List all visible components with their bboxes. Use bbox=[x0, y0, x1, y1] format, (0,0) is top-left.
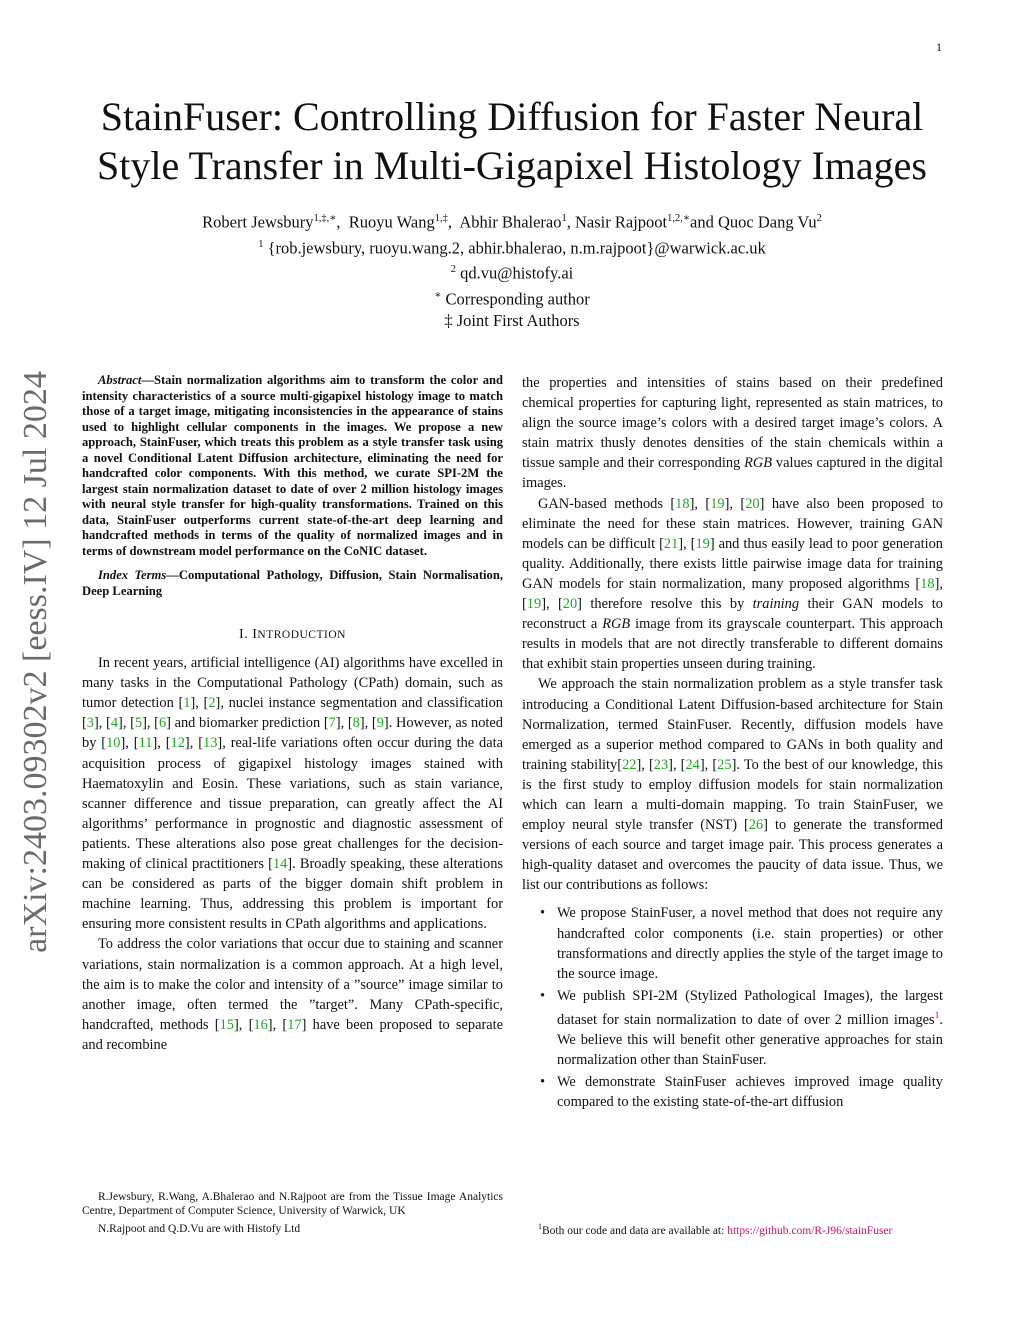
arxiv-identifier: arXiv:2403.09302v2 [eess.IV] 12 Jul 2024 bbox=[17, 371, 54, 953]
author-name: Robert Jewsbury bbox=[202, 212, 314, 232]
affil-mark: ∗ bbox=[434, 289, 442, 301]
text-run: We approach the stain normalization problem as a style transfer task introducing a Conditional Latent Diffusion-based architecture for Stain Normalization, termed StainFuser. Recently, diffusion models have emerged as a superior method compared to GANs in both quality and training stability bbox=[522, 676, 943, 773]
arxiv-sidebar bbox=[6, 362, 66, 962]
corresponding-author bbox=[40, 285, 984, 311]
citation-link[interactable]: 3 bbox=[86, 715, 94, 732]
index-terms-label: Index Terms bbox=[98, 568, 167, 582]
section-rest: NTRODUCTION bbox=[257, 629, 346, 641]
citation-link[interactable]: 5 bbox=[134, 715, 143, 732]
text-run: their GAN models to reconstruct a bbox=[522, 596, 944, 633]
index-terms-text: —Computational Pathology, Diffusion, Stain Normalisation, Deep Learning bbox=[82, 568, 503, 598]
abstract bbox=[82, 373, 503, 559]
author-name: and Quoc Dang Vu bbox=[690, 212, 817, 232]
text-run: have been proposed to separate and recombine bbox=[82, 1016, 504, 1053]
footnote-mark: 1 bbox=[538, 1222, 542, 1231]
author-list: Robert Jewsbury$^{1,\ddagger,∗}$, Ruoyu Wang$^{1,\ddagger}$, Abhir Bhalerao$^1$, Nasir Rajpoot$^{1,2,∗}$and Quoc Dang Vu$^2$ bbox=[202, 212, 822, 232]
citation-link[interactable]: 12 bbox=[170, 735, 185, 752]
list-item: • We demonstrate StainFuser achieves improved image quality compared to the existing state-of-the-art diffusion bbox=[522, 1072, 943, 1112]
text-run: to generate the transformed versions of each source and target image pair. This process generates a high-quality dataset and overcomes the paucity of data issue. Thus, we list our contributions as follows: bbox=[522, 817, 943, 894]
citation-link[interactable]: 18 bbox=[920, 575, 935, 592]
citation-link[interactable]: 19 bbox=[695, 535, 710, 552]
citation-link[interactable]: 10 bbox=[106, 735, 121, 752]
joint-first-authors: ‡ Joint First Authors bbox=[444, 311, 580, 330]
intro-paragraph-1: In recent years, artificial intelligence (AI) algorithms have excelled in many tasks in the Computational Pathology (CPath) domain, such as tumor detection [1], [2], nuclei instance segmentation and classification [3], [4], [5], [6] and biomarker prediction [7], [8], [9]. However, as noted by [10], [11], [12], [13], real-life variations often occur during the data acquisition process of gigapixel histology images stained with Haematoxylin and Eosin. These variations, such as stain variance, scanner difference and tissue preparation, can greatly affect the AI algorithms’ performance in prognostic and diagnostic assessment of patients. These alterations also pose great challenges for the decision-making of clinical practitioners [14]. Broadly speaking, these alterations can be considered as parts of the bigger domain shift problem in machine learning. Thus, addressing this problem is important for ensuring more consistent results in CPath algorithms and applications. bbox=[82, 655, 504, 933]
footnote-code-availability bbox=[522, 1220, 943, 1238]
text-run: therefore resolve this by bbox=[581, 596, 753, 613]
author-block bbox=[40, 208, 984, 332]
section-heading-introduction bbox=[82, 625, 503, 645]
citation-link[interactable]: 2 bbox=[208, 695, 216, 712]
text-run: In recent years, artificial intelligence (AI) algorithms have excelled in many tasks in the Computational Pathology (CPath) domain, such as tumor detection bbox=[82, 655, 503, 712]
intro-paragraph-2: To address the color variations that occur due to staining and scanner variations, stain normalization is a common approach. At a high level, the aim is to make the color and intensity of a ”source” image similar to another image, often termed the ”target”. Many CPath-specific, handcrafted, methods [15], [16], [17] have been proposed to separate and recombine bbox=[82, 936, 504, 1053]
right-paragraph-3: We approach the stain normalization problem as a style transfer task introducing a Conditional Latent Diffusion-based architecture for Stain Normalization, termed StainFuser. Recently, diffusion models have emerged as a superior method compared to GANs in both quality and training stability[22], [23], [24], [25]. To the best of our knowledge, this is the first study to employ diffusion models for stain normalization which can learn a multi-domain mapping. To train StainFuser, we employ neural style transfer (NST) [26] to generate the transformed versions of each source and target image pair. This process generates a high-quality dataset and overcomes the paucity of data issue. Thus, we list our contributions as follows: bbox=[522, 676, 944, 894]
author-affil-mark: 1,2,∗ bbox=[667, 213, 691, 224]
footnote-text: Both our code and data are available at: bbox=[542, 1224, 728, 1237]
text-run: . We believe this will benefit other generative approaches for stain normalization other than StainFuser. bbox=[557, 1011, 943, 1068]
citation-link[interactable]: 23 bbox=[653, 756, 669, 773]
footnote-affiliations bbox=[82, 1190, 503, 1236]
author-name: Abhir Bhalerao bbox=[459, 212, 562, 232]
citation-link[interactable]: 17 bbox=[287, 1016, 302, 1033]
text-run: image from its grayscale counterpart. This approach results in models that are not directly transferable to different domains that exhibit stain properties unseen during training. bbox=[522, 616, 943, 673]
author-affil-mark: 1 bbox=[561, 213, 567, 224]
affiliation-1 bbox=[40, 234, 984, 260]
citation-link[interactable]: 13 bbox=[203, 735, 218, 752]
text-run: , real-life variations often occur during the data acquisition process of gigapixel histology images stained with Haematoxylin and Eosin. These variations, such as stain variance, scanner difference and tissue preparation, can greatly affect the AI algorithms’ performance in prognostic and diagnostic assessment of patients. These alterations also pose great challenges for the decision-making of clinical practitioners bbox=[82, 735, 504, 873]
text-run: , nuclei instance segmentation and classification bbox=[220, 695, 503, 712]
text-run: and thus easily lead to poor generation quality. Additionally, there exists little pairwise image data for training GAN models for stain normalization, many proposed algorithms bbox=[522, 535, 944, 592]
text-run: We publish SPI-2M (Stylized Pathological Images), the largest dataset for stain normalization to date of over 2 million images bbox=[557, 987, 943, 1028]
affil-mark: 2 bbox=[450, 264, 456, 275]
title-line-1: StainFuser: Controlling Diffusion for Faster Neural bbox=[100, 94, 924, 139]
author-affil-mark: 2 bbox=[816, 213, 822, 224]
citation-link[interactable]: 1 bbox=[183, 695, 191, 712]
index-terms bbox=[82, 568, 503, 599]
citation-link[interactable]: 9 bbox=[376, 715, 384, 732]
footnote-reference-link[interactable]: 1 bbox=[934, 1010, 940, 1021]
author-affil-mark: 1,‡ bbox=[434, 213, 448, 224]
section-numeral: I. bbox=[239, 627, 249, 642]
footnote-text: R.Jewsbury, R.Wang, A.Bhalerao and N.Rajpoot are from the Tissue Image Analytics Centre, Department of Computer Science, University of Warwick, UK bbox=[82, 1191, 503, 1217]
text-emphasis: training bbox=[752, 596, 800, 613]
citation-link[interactable]: 8 bbox=[352, 715, 360, 732]
citation-link[interactable]: 26 bbox=[748, 817, 764, 834]
citation-link[interactable]: 11 bbox=[138, 735, 153, 752]
text-run: have also been proposed to eliminate the need for these stain matrices. However, training GAN models can be difficult bbox=[522, 495, 944, 552]
text-run: GAN-based methods bbox=[538, 495, 671, 512]
right-paragraph-1 bbox=[522, 373, 943, 494]
page-number: 1 bbox=[936, 40, 942, 54]
text-emphasis: RGB bbox=[602, 616, 631, 633]
citation-link[interactable]: 14 bbox=[272, 856, 288, 873]
citation-link[interactable]: 4 bbox=[110, 715, 119, 732]
affiliation-2 bbox=[40, 259, 984, 285]
text-run: . To the best of our knowledge, this is the first study to employ diffusion models for stain normalization which can learn a multi-domain mapping. To train StainFuser, we employ neural style transfer (NST) bbox=[522, 756, 944, 834]
text-run: . However, as noted by bbox=[82, 715, 504, 752]
affil-text: {rob.jewsbury, ruoyu.wang.2, abhir.bhalerao, n.m.rajpoot}@warwick.ac.uk bbox=[267, 238, 766, 257]
text-run: and biomarker prediction bbox=[170, 715, 324, 732]
list-item: • We propose StainFuser, a novel method that does not require any handcrafted color components (i.e. stain properties) or other transformations and directly applies the style of the target image to the source image. bbox=[522, 903, 943, 983]
contributions-list bbox=[522, 903, 943, 1112]
text-run: . Broadly speaking, these alterations can be considered as parts of the bigger domain shift problem in machine learning. Thus, addressing this problem is important for ensuring more consistent results in CPath algorithms and applications. bbox=[82, 856, 503, 933]
left-column bbox=[82, 373, 503, 1055]
affil-mark: 1 bbox=[258, 238, 264, 250]
citation-link[interactable]: 7 bbox=[328, 715, 336, 732]
author-name: Ruoyu Wang bbox=[348, 212, 435, 232]
author-name: Nasir Rajpoot bbox=[575, 212, 668, 232]
affil-text: Corresponding author bbox=[445, 289, 590, 308]
text-run: To address the color variations that occur due to staining and scanner variations, stain normalization is a common approach. At a high level, the aim is to make the color and intensity of a ”source” image similar to another image, often termed the ”target”. Many CPath-specific, handcrafted, methods bbox=[82, 936, 503, 1033]
citation-link[interactable]: 19 bbox=[526, 596, 542, 613]
citation-link[interactable]: 19 bbox=[710, 495, 725, 512]
footnote-text: N.Rajpoot and Q.D.Vu are with Histofy Ltd bbox=[98, 1223, 301, 1235]
github-link[interactable]: https://github.com/R-J96/stainFuser bbox=[727, 1224, 893, 1237]
text-run: values captured in the digital images. bbox=[522, 455, 943, 492]
text-run: the properties and intensities of stains based on their predefined chemical properties for capturing light, represented as stain matrices, to align the source image’s colors with a desired target image’s colors. A stain matrix thusly denotes densities of the stain chemicals within a tissue sample and their corresponding bbox=[522, 375, 943, 472]
author-affil-mark: 1,‡,∗ bbox=[313, 213, 337, 224]
paper-title bbox=[40, 92, 984, 190]
abstract-text: —Stain normalization algorithms aim to transform the color and intensity characteristics of a source multi-gigapixel histology image to match those of a target image, mitigating inconsistencies in the appearance of stains used to highlight cellular components in the images. We propose a new approach, StainFuser, which treats this problem as a style transfer task using a novel Conditional Latent Diffusion architecture, eliminating the need for handcrafted color components. With this method, we curate SPI-2M the largest stain normalization dataset to date of over 2 million histology images with neural style transfer for high-quality transformations. Trained on this data, StainFuser outperforms current state-of-the-art deep learning and handcrafted methods in terms of the quality of normalized images and in terms of downstream model performance on the CoNIC dataset. bbox=[82, 373, 503, 558]
citation-link[interactable]: 22 bbox=[622, 756, 637, 773]
section-first-letter: I bbox=[252, 627, 258, 642]
right-column bbox=[522, 373, 943, 1114]
citation-link[interactable]: 6 bbox=[158, 715, 167, 732]
citation-link[interactable]: 25 bbox=[717, 756, 732, 773]
citation-link[interactable]: 18 bbox=[675, 495, 690, 512]
right-paragraph-2: GAN-based methods [18], [19], [20] have also been proposed to eliminate the need for these stain matrices. However, training GAN models can be difficult [21], [19] and thus easily lead to poor generation quality. Additionally, there exists little pairwise image data for training GAN models for stain normalization, many proposed algorithms [18], [19], [20] therefore resolve this by training their GAN models to reconstruct a RGB image from its grayscale counterpart. This approach results in models that are not directly transferable to different domains that exhibit stain properties unseen during training. bbox=[522, 495, 944, 673]
abstract-label: Abstract bbox=[98, 373, 142, 387]
citation-link[interactable]: 20 bbox=[745, 495, 760, 512]
text-emphasis: RGB bbox=[744, 455, 773, 472]
citation-link[interactable]: 20 bbox=[562, 596, 578, 613]
list-item bbox=[522, 986, 943, 1070]
citation-link[interactable]: 24 bbox=[685, 756, 700, 773]
affil-text: qd.vu@histofy.ai bbox=[460, 263, 574, 283]
citation-link[interactable]: 15 bbox=[219, 1016, 234, 1033]
citation-link[interactable]: 16 bbox=[253, 1016, 268, 1033]
title-line-2: Style Transfer in Multi-Gigapixel Histology Images bbox=[97, 143, 927, 188]
citation-link[interactable]: 21 bbox=[663, 535, 679, 552]
